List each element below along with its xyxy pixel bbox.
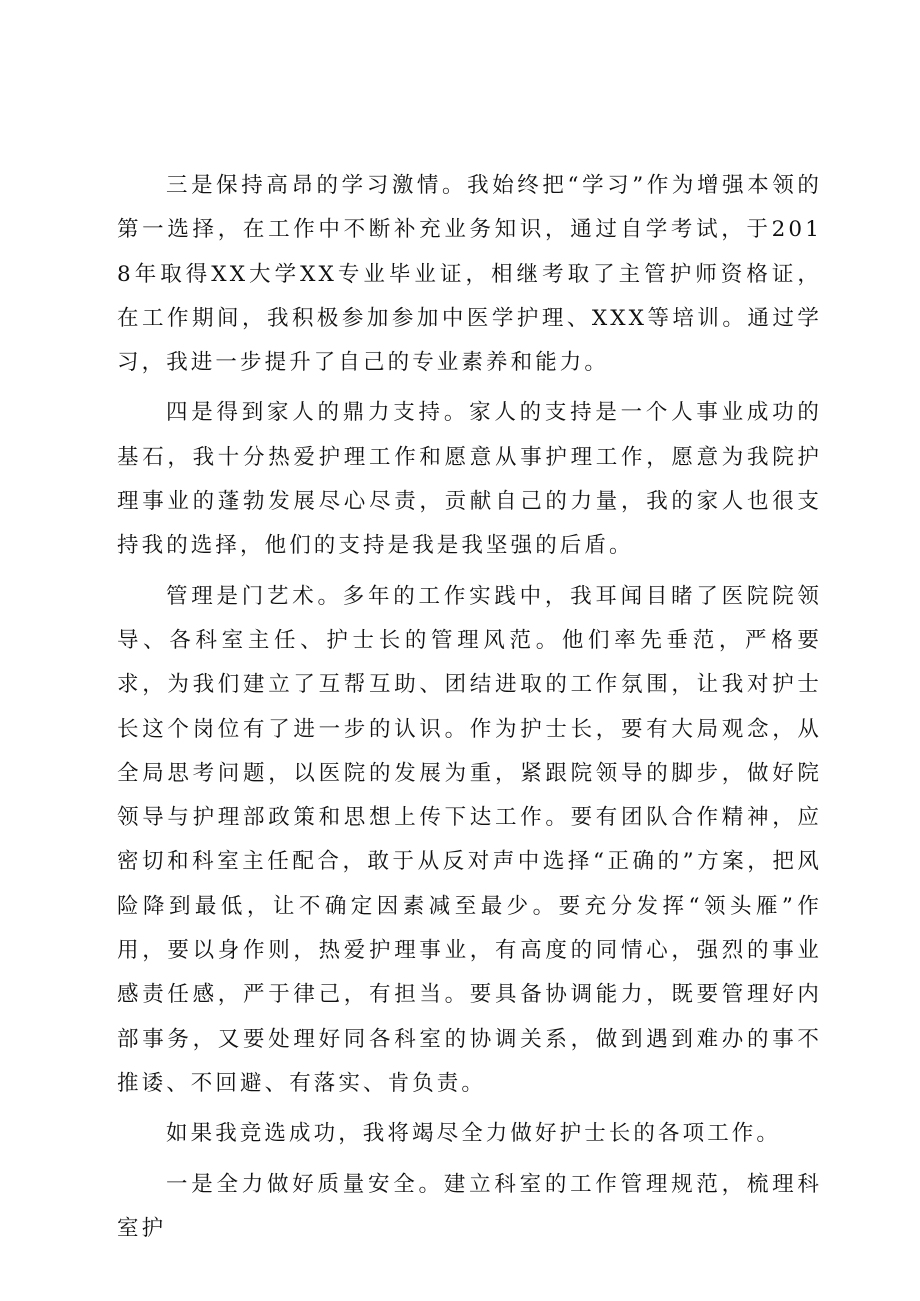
paragraph-quality-safety: 一是全力做好质量安全。建立科室的工作管理规范，梳理科室护 [117, 1171, 822, 1241]
paragraph-study-passion: 三是保持高昂的学习激情。我始终把“学习”作为增强本领的第一选择，在工作中不断补充业务知识，通过自学考试，于2018年取得XX大学XX专业毕业证，相继考取了主管护师资格证，在工作期间，我积极参加参加中医学护理、XXX等培训。通过学习，我进一步提升了自己的专业素养和能力。 [117, 173, 822, 376]
paragraph-management-art: 管理是门艺术。多年的工作实践中，我耳闻目睹了医院院领导、各科室主任、护士长的管理风范。他们率先垂范，严格要求，为我们建立了互帮互助、团结进取的工作氛围，让我对护士长这个岗位有了进一步的认识。作为护士长，要有大局观念，从全局思考问题，以医院的发展为重，紧跟院领导的脚步，做好院领导与护理部政策和思想上传下达工作。要有团队合作精神，应密切和科室主任配合，敢于从反对声中选择“正确的”方案，把风险降到最低，让不确定因素减至最少。要充分发挥“领头雁”作用，要以身作则，热爱护理事业，有高度的同情心，强烈的事业感责任感，严于律己，有担当。要具备协调能力，既要管理好内部事务，又要处理好同各科室的协调关系，做到遇到难办的事不推诿、不回避、有落实、肯负责。 [117, 583, 822, 1096]
document-body [117, 164, 822, 1257]
paragraph-family-support: 四是得到家人的鼎力支持。家人的支持是一个人事业成功的基石，我十分热爱护理工作和愿意从事护理工作，愿意为我院护理事业的蓬勃发展尽心尽责，贡献自己的力量，我的家人也很支持我的选择，他们的支持是我是我坚强的后盾。 [117, 400, 822, 559]
paragraph-election-pledge: 如果我竞选成功，我将竭尽全力做好护士长的各项工作。 [166, 1121, 782, 1147]
